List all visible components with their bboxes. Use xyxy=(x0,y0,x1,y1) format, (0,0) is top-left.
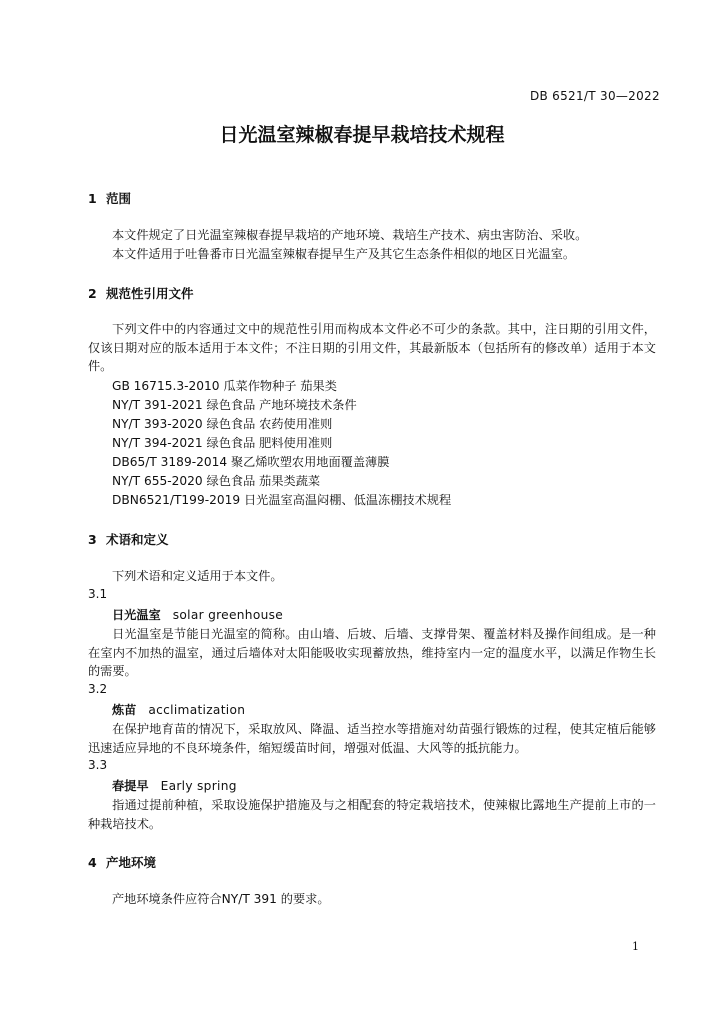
page-number: 1 xyxy=(632,940,639,953)
paragraph-text: 下列文件中的内容通过文中的规范性引用而构成本文件必不可少的条款。其中，注日期的引用文件，仅该日期对应的版本适用于本文件；不注日期的引用文件，其最新版本（包括所有的修改单）适用于本文件。 xyxy=(88,322,656,373)
paragraph-text: 指通过提前种植，采取设施保护措施及与之相配套的特定栽培技术，使辣椒比露地生产提前上市的一种栽培技术。 xyxy=(88,798,656,831)
section-number: 3 xyxy=(88,532,97,547)
term-en: acclimatization xyxy=(148,703,246,717)
section-title: 范围 xyxy=(106,191,132,206)
section-3-heading xyxy=(88,530,169,548)
section-4-heading xyxy=(88,853,156,871)
reference-item: DBN6521/T199-2019 日光温室高温闷棚、低温冻棚技术规程 xyxy=(112,493,452,507)
term-number: 3.3 xyxy=(88,758,108,772)
section-title: 术语和定义 xyxy=(106,532,169,547)
term-heading xyxy=(112,701,245,718)
terms-intro: 下列术语和定义适用于本文件。 xyxy=(112,569,283,583)
environment-line: 产地环境条件应符合NY/T 391 的要求。 xyxy=(112,892,330,906)
section-number: 2 xyxy=(88,286,97,301)
normative-references-intro xyxy=(88,320,656,376)
document-code: DB 6521/T 30—2022 xyxy=(530,89,660,103)
term-number: 3.2 xyxy=(88,682,108,696)
reference-item: GB 16715.3-2010 瓜菜作物种子 茄果类 xyxy=(112,379,337,393)
reference-item: NY/T 393-2020 绿色食品 农药使用准则 xyxy=(112,417,333,431)
term-en: Early spring xyxy=(160,779,237,793)
term-number: 3.1 xyxy=(88,587,108,601)
reference-item: NY/T 394-2021 绿色食品 肥料使用准则 xyxy=(112,436,333,450)
section-number: 1 xyxy=(88,191,97,206)
term-zh: 日光温室 xyxy=(112,608,161,622)
section-1-heading xyxy=(88,189,131,207)
section-title: 规范性引用文件 xyxy=(106,286,194,301)
term-heading xyxy=(112,777,237,794)
paragraph-text: 在保护地育苗的情况下，采取放风、降温、适当控水等措施对幼苗强行锻炼的过程，使其定植后能够迅速适应异地的不良环境条件，缩短缓苗时间，增强对低温、大风等的抵抗能力。 xyxy=(88,722,656,755)
term-en: solar greenhouse xyxy=(172,608,284,622)
term-definition xyxy=(88,625,656,681)
document-title: 日光温室辣椒春提早栽培技术规程 xyxy=(219,124,505,146)
section-number: 4 xyxy=(88,855,97,870)
term-zh: 炼苗 xyxy=(112,703,137,717)
section-title: 产地环境 xyxy=(106,855,157,870)
section-2-heading xyxy=(88,284,194,302)
scope-line-1: 本文件规定了日光温室辣椒春提早栽培的产地环境、栽培生产技术、病虫害防治、采收。 xyxy=(112,228,588,242)
paragraph-text: 日光温室是节能日光温室的简称。由山墙、后坡、后墙、支撑骨架、覆盖材料及操作间组成。是一种在室内不加热的温室，通过后墙体对太阳能吸收实现蓄放热，维持室内一定的温度水平，以满足作物生长的需要。 xyxy=(88,627,656,678)
term-heading xyxy=(112,606,283,623)
reference-item: NY/T 391-2021 绿色食品 产地环境技术条件 xyxy=(112,398,357,412)
reference-item: NY/T 655-2020 绿色食品 茄果类蔬菜 xyxy=(112,474,321,488)
term-zh: 春提早 xyxy=(112,779,149,793)
reference-item: DB65/T 3189-2014 聚乙烯吹塑农用地面覆盖薄膜 xyxy=(112,455,390,469)
term-definition xyxy=(88,796,656,833)
scope-line-2: 本文件适用于吐鲁番市日光温室辣椒春提早生产及其它生态条件相似的地区日光温室。 xyxy=(112,247,576,261)
term-definition xyxy=(88,720,656,757)
